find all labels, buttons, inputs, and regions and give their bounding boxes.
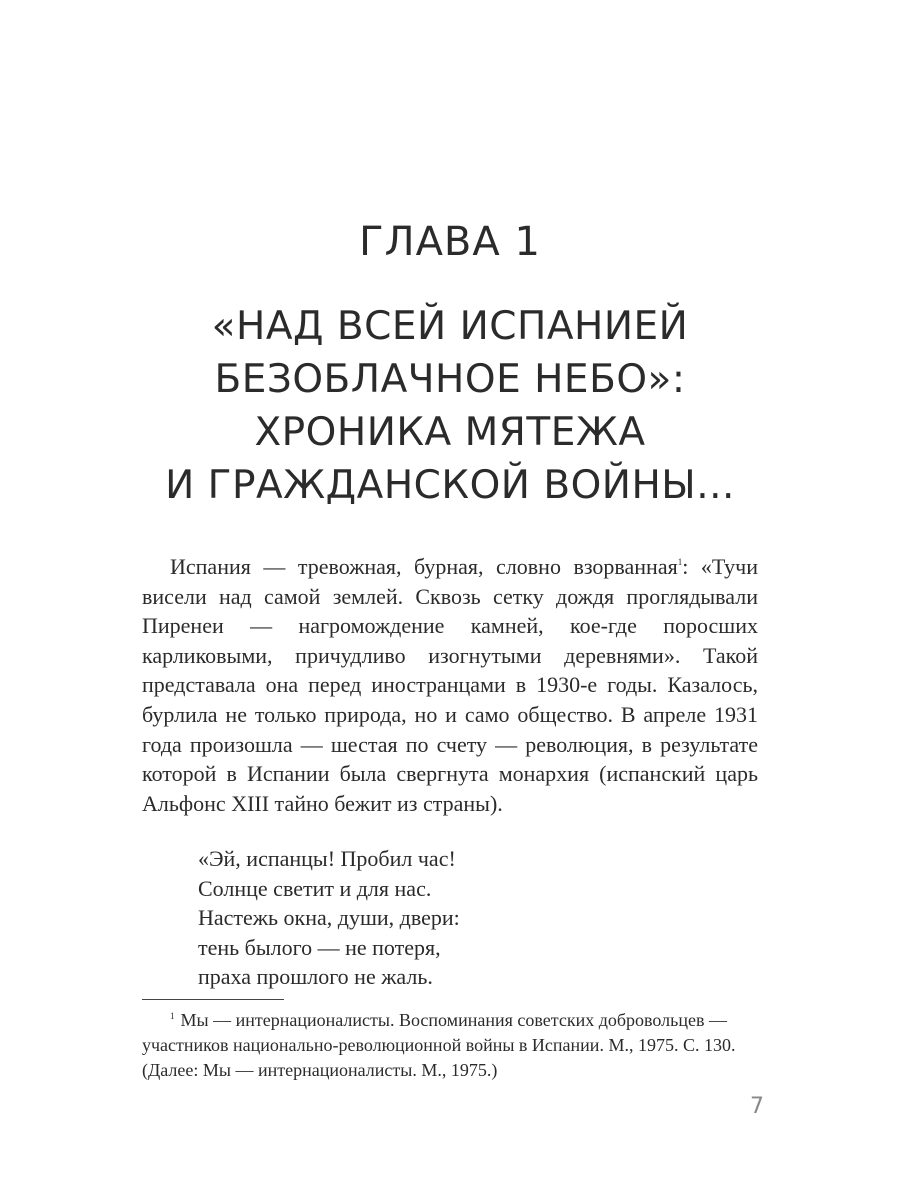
chapter-title-line-1: «НАД ВСЕЙ ИСПАНИЕЙ	[211, 304, 689, 349]
chapter-title-line-4: И ГРАЖДАНСКОЙ ВОЙНЫ...	[165, 463, 735, 508]
poem-line: тень былого — не потеря,	[198, 934, 441, 960]
footnote	[142, 1008, 760, 1083]
page-number: 7	[750, 1094, 764, 1119]
footnote-divider	[142, 999, 284, 1000]
footnote-marker: 1	[170, 1011, 175, 1021]
chapter-title	[0, 300, 900, 512]
paragraph-text-end: : «Тучи висели над самой землей. Сквозь сетку дождя проглядывали Пиренеи — нагромождение камней, кое-где поросших карликовыми, причудливо изогнутыми деревнями». Такой представала она перед иностранцами в 1930-е годы. Казалось, бурлила не только природа, но и само общество. В апреле 1931 года произошла — шестая по счету — революция, в результате которой в Испании была свергнута монархия (испанский царь Альфонс XIII тайно бежит из страны).	[142, 554, 758, 816]
footnote-reference[interactable]: 1	[677, 557, 683, 567]
paragraph-text-start: Испания — тревожная, бурная, словно взорванная	[170, 554, 678, 579]
poem-line: «Эй, испанцы! Пробил час!	[198, 846, 456, 871]
body-text	[142, 552, 758, 818]
poem-line: Солнце светит и для нас.	[198, 875, 432, 901]
chapter-title-line-2: БЕЗОБЛАЧНОЕ НЕБО»:	[214, 357, 686, 402]
chapter-title-line-3: ХРОНИКА МЯТЕЖА	[254, 410, 646, 455]
poem-line: праха прошлого не жаль.	[198, 964, 433, 990]
chapter-label: ГЛАВА 1	[359, 219, 541, 265]
poem	[198, 844, 460, 992]
poem-line: Настежь окна, души, двери:	[198, 905, 460, 931]
footnote-text: Мы — интернационалисты. Воспоминания советских добровольцев — участников национально-революционной войны в Испании. М., 1975. С. 130. (Далее: Мы — интернационалисты. М., 1975.)	[142, 1010, 736, 1080]
body-paragraph	[142, 552, 758, 818]
